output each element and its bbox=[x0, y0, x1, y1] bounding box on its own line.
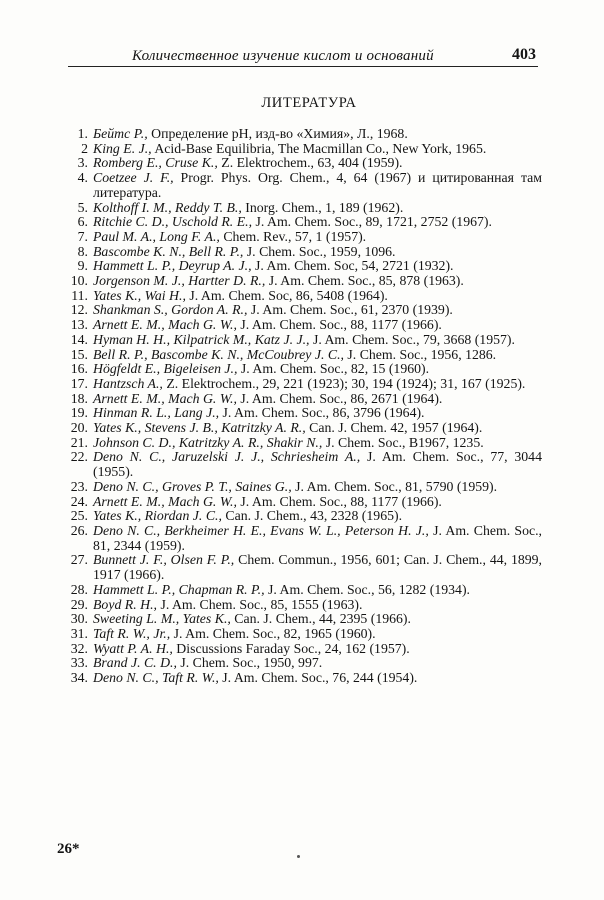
reference-text: Chem. Commun., 1956, 601; Can. J. Chem., 44, 1899, 1917 (1966). bbox=[93, 552, 542, 583]
reference-number: 18. bbox=[70, 390, 88, 406]
reference-text: J. Am. Chem. Soc., 88, 1177 (1966). bbox=[236, 493, 442, 509]
reference-number: 24. bbox=[70, 493, 88, 509]
reference-number: 7. bbox=[77, 228, 88, 244]
reference-text: Progr. Phys. Org. Chem., 4, 64 (1967) и цитированная там литература. bbox=[93, 170, 542, 200]
reference-item bbox=[64, 392, 542, 407]
reference-text: J. Am. Chem. Soc., 76, 244 (1954). bbox=[218, 670, 418, 686]
reference-authors: Ritchie C. D., Uschold R. E., bbox=[93, 214, 253, 230]
reference-authors: Paul M. A., Long F. A., bbox=[93, 228, 220, 244]
reference-number: 16. bbox=[70, 361, 88, 377]
reference-number: 32. bbox=[70, 640, 88, 656]
reference-text: Z. Elektrochem., 63, 404 (1959). bbox=[217, 155, 403, 171]
reference-number: 12. bbox=[70, 302, 88, 318]
reference-item bbox=[64, 318, 542, 333]
reference-text: J. Am. Chem. Soc., 79, 3668 (1957). bbox=[309, 331, 515, 347]
reference-text: J. Am. Chem. Soc, 54, 2721 (1932). bbox=[251, 258, 454, 274]
reference-item bbox=[64, 627, 542, 642]
reference-item bbox=[64, 421, 542, 436]
reference-text: J. Am. Chem. Soc., 81, 2344 (1959). bbox=[93, 522, 542, 553]
reference-text: J. Am. Chem. Soc., 77, 3044 (1955). bbox=[93, 449, 542, 480]
reference-text: J. Am. Chem. Soc., 86, 3796 (1964). bbox=[219, 405, 425, 421]
reference-text: J. Am. Chem. Soc., 81, 5790 (1959). bbox=[291, 478, 498, 494]
reference-number: 33. bbox=[70, 655, 88, 671]
reference-authors: Hammett L. P., Chapman R. P., bbox=[93, 581, 265, 597]
reference-item bbox=[64, 406, 542, 421]
reference-item bbox=[64, 362, 542, 377]
section-title: ЛИТЕРАТУРА bbox=[261, 95, 357, 111]
reference-authors: Kolthoff I. M., Reddy T. B., bbox=[93, 199, 242, 215]
reference-authors: Coetzee J. F., bbox=[93, 170, 174, 186]
reference-number: 11. bbox=[71, 287, 88, 303]
reference-number: 15. bbox=[70, 346, 88, 362]
reference-number: 31. bbox=[70, 625, 88, 641]
reference-text: J. Chem. Soc., 1950, 997. bbox=[176, 655, 323, 671]
reference-item bbox=[64, 377, 542, 392]
reference-number: 34. bbox=[70, 670, 88, 686]
reference-number: 6. bbox=[77, 214, 88, 230]
reference-text: J. Am. Chem. Soc., 86, 2671 (1964). bbox=[236, 390, 443, 406]
reference-item bbox=[64, 495, 542, 510]
reference-text: Can. J. Chem. 42, 1957 (1964). bbox=[305, 420, 483, 436]
reference-number: 13. bbox=[70, 317, 88, 333]
reference-item bbox=[64, 450, 542, 479]
reference-item bbox=[64, 642, 542, 657]
reference-authors: Arnett E. M., Mach G. W., bbox=[93, 317, 237, 333]
reference-text: J. Chem. Soc., 1959, 1096. bbox=[243, 243, 396, 259]
reference-text: Inorg. Chem., 1, 189 (1962). bbox=[241, 199, 404, 215]
reference-number: 25. bbox=[70, 508, 88, 524]
header-rule bbox=[68, 66, 538, 67]
reference-number: 30. bbox=[70, 611, 88, 627]
reference-authors: Hammett L. P., Deyrup A. J., bbox=[93, 258, 252, 274]
reference-authors: Deno N. C., Berkheimer H. E., Evans W. L., Peterson H. J., bbox=[93, 522, 429, 538]
reference-authors: Yates K., Riordan J. C., bbox=[93, 508, 222, 524]
page-number: 403 bbox=[512, 46, 536, 63]
reference-authors: Бейтс Р., bbox=[93, 126, 148, 141]
reference-number: 28. bbox=[70, 581, 88, 597]
reference-number: 21. bbox=[70, 434, 88, 450]
reference-item bbox=[64, 598, 542, 613]
reference-number: 14. bbox=[70, 331, 88, 347]
reference-item bbox=[64, 583, 542, 598]
reference-item bbox=[64, 230, 542, 245]
reference-item bbox=[64, 671, 542, 686]
reference-number: 1. bbox=[77, 126, 88, 141]
reference-text: J. Chem. Soc., 1956, 1286. bbox=[343, 346, 497, 362]
reference-text: Z. Elektrochem., 29, 221 (1923); 30, 194 (1924); 31, 167 (1925). bbox=[162, 375, 526, 391]
reference-number: 8. bbox=[77, 243, 88, 259]
reference-item bbox=[64, 142, 542, 157]
reference-authors: Deno N. C., Taft R. W., bbox=[93, 670, 219, 686]
reference-number: 10. bbox=[70, 273, 88, 289]
reference-authors: Hantzsch A., bbox=[93, 375, 163, 391]
reference-item bbox=[64, 333, 542, 348]
reference-item bbox=[64, 201, 542, 216]
reference-number: 29. bbox=[70, 596, 88, 612]
reference-text: Can. J. Chem., 44, 2395 (1966). bbox=[230, 611, 411, 627]
reference-item bbox=[64, 509, 542, 524]
reference-item bbox=[64, 656, 542, 671]
reference-text: J. Am. Chem. Soc., 61, 2370 (1939). bbox=[247, 302, 453, 318]
reference-text: J. Am. Chem. Soc., 85, 878 (1963). bbox=[265, 273, 464, 289]
reference-item bbox=[64, 524, 542, 553]
reference-text: J. Chem. Soc., B1967, 1235. bbox=[322, 434, 484, 450]
reference-authors: Hinman R. L., Lang J., bbox=[93, 405, 220, 421]
reference-item bbox=[64, 348, 542, 363]
reference-text: J. Am. Chem. Soc., 82, 1965 (1960). bbox=[170, 625, 376, 641]
reference-number: 23. bbox=[70, 478, 88, 494]
reference-authors: Bell R. P., Bascombe K. N., McCoubrey J. C., bbox=[93, 346, 344, 362]
reference-authors: Deno N. C., Groves P. T., Saines G., bbox=[93, 478, 292, 494]
reference-authors: Deno N. C., Jaruzelski J. J., Schriesheim A., bbox=[93, 449, 361, 465]
reference-item bbox=[64, 171, 542, 200]
reference-text: J. Am. Chem. Soc, 86, 5408 (1964). bbox=[185, 287, 388, 303]
reference-number: 4. bbox=[77, 170, 88, 186]
reference-item bbox=[64, 245, 542, 260]
reference-text: Acid-Base Equilibria, The Macmillan Co., New York, 1965. bbox=[151, 140, 487, 156]
reference-authors: Shankman S., Gordon A. R., bbox=[93, 302, 248, 318]
reference-number: 19. bbox=[70, 405, 88, 421]
reference-authors: Arnett E. M., Mach G. W., bbox=[93, 493, 237, 509]
running-header bbox=[68, 44, 538, 68]
reference-text: J. Am. Chem. Soc., 82, 15 (1960). bbox=[237, 361, 430, 377]
reference-authors: King E. J., bbox=[93, 140, 152, 156]
reference-text: Определение pH, изд-во «Химия», Л., 1968. bbox=[147, 126, 408, 141]
reference-item bbox=[64, 259, 542, 274]
reference-item bbox=[64, 127, 542, 142]
reference-authors: Jorgenson M. J., Hartter D. R., bbox=[93, 273, 266, 289]
reference-number: 2 bbox=[81, 140, 88, 156]
reference-item bbox=[64, 480, 542, 495]
reference-authors: Johnson C. D., Katritzky A. R., Shakir N., bbox=[93, 434, 323, 450]
reference-authors: Romberg E., Cruse K., bbox=[93, 155, 218, 171]
reference-authors: Boyd R. H., bbox=[93, 596, 157, 612]
reference-item bbox=[64, 553, 542, 582]
reference-text: J. Am. Chem. Soc., 85, 1555 (1963). bbox=[157, 596, 363, 612]
reference-authors: Sweeting L. M., Yates K., bbox=[93, 611, 231, 627]
reference-authors: Taft R. W., Jr., bbox=[93, 625, 171, 641]
reference-authors: Bunnett J. F., Olsen F. P., bbox=[93, 552, 235, 568]
reference-text: J. Am. Chem. Soc., 89, 1721, 2752 (1967). bbox=[252, 214, 492, 230]
reference-list bbox=[64, 127, 542, 686]
reference-number: 9. bbox=[77, 258, 88, 274]
reference-authors: Brand J. C. D., bbox=[93, 655, 177, 671]
reference-item bbox=[64, 156, 542, 171]
reference-text: J. Am. Chem. Soc., 88, 1177 (1966). bbox=[236, 317, 442, 333]
running-title: Количественное изучение кислот и оснований bbox=[132, 48, 434, 64]
reference-number: 27. bbox=[70, 552, 88, 568]
reference-number: 17. bbox=[70, 375, 88, 391]
reference-item bbox=[64, 303, 542, 318]
reference-text: Can. J. Chem., 43, 2328 (1965). bbox=[221, 508, 403, 524]
reference-number: 20. bbox=[70, 420, 88, 436]
reference-item bbox=[64, 215, 542, 230]
reference-authors: Wyatt P. A. H., bbox=[93, 640, 173, 656]
reference-number: 26. bbox=[70, 522, 88, 538]
reference-item bbox=[64, 289, 542, 304]
reference-item bbox=[64, 436, 542, 451]
reference-text: J. Am. Chem. Soc., 56, 1282 (1934). bbox=[264, 581, 470, 597]
reference-authors: Bascombe K. N., Bell R. P., bbox=[93, 243, 244, 259]
reference-number: 5. bbox=[77, 199, 88, 215]
reference-authors: Yates K., Stevens J. B., Katritzky A. R., bbox=[93, 420, 306, 436]
reference-authors: Högfeldt E., Bigeleisen J., bbox=[93, 361, 238, 377]
reference-number: 22. bbox=[70, 449, 88, 465]
reference-authors: Arnett E. M., Mach G. W., bbox=[93, 390, 237, 406]
reference-number: 3. bbox=[77, 155, 88, 171]
reference-authors: Hyman H. H., Kilpatrick M., Katz J. J., bbox=[93, 331, 310, 347]
reference-authors: Yates K., Wai H., bbox=[93, 287, 186, 303]
reference-item bbox=[64, 612, 542, 627]
signature-mark: 26* bbox=[57, 841, 80, 857]
print-dot bbox=[297, 855, 300, 858]
reference-text: Chem. Rev., 57, 1 (1957). bbox=[219, 228, 367, 244]
reference-item bbox=[64, 274, 542, 289]
reference-text: Discussions Faraday Soc., 24, 162 (1957). bbox=[172, 640, 410, 656]
